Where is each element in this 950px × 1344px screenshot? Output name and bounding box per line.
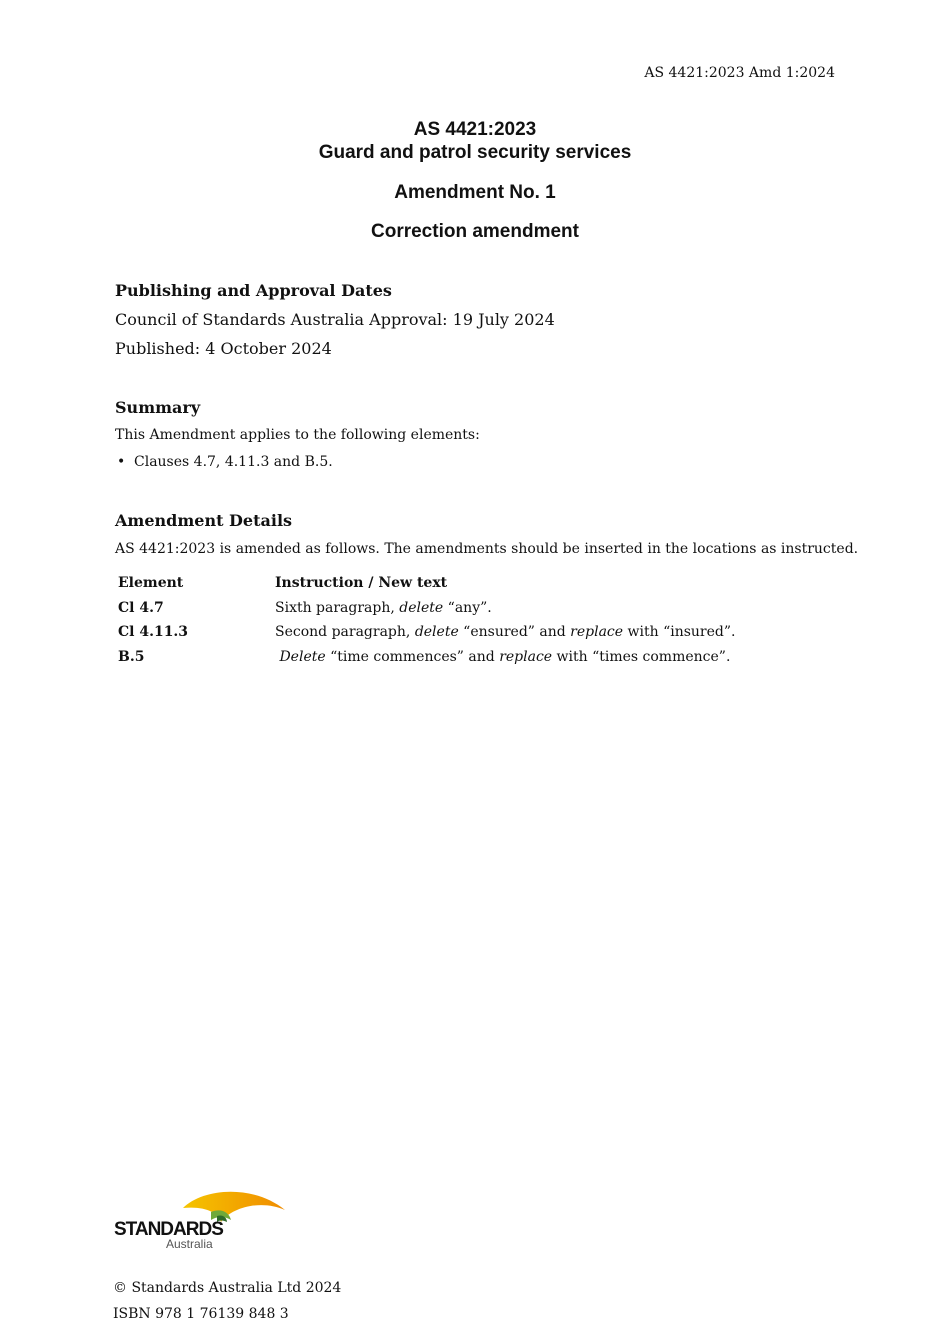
instruction-text: “any”. — [443, 599, 492, 616]
table-row — [115, 596, 738, 621]
instruction-keyword: replace — [570, 624, 624, 641]
instruction-text: with “times commence”. — [552, 648, 731, 665]
instruction-text: “time commences” and — [325, 648, 500, 665]
document-reference: AS 4421:2023 Amd 1:2024 — [644, 65, 835, 81]
title-block — [0, 118, 950, 243]
instruction-keyword: delete — [414, 624, 459, 641]
instruction-text: Sixth paragraph, — [275, 599, 400, 616]
instruction-text: with “insured”. — [623, 624, 736, 641]
standard-title: Guard and patrol security services — [318, 142, 632, 163]
logo-word: STANDARDS — [114, 1219, 223, 1240]
amendment-type: Correction amendment — [371, 221, 579, 242]
details-heading: Amendment Details — [115, 511, 293, 530]
table-header-row — [115, 571, 738, 596]
isbn: ISBN 978 1 76139 848 3 — [113, 1306, 289, 1322]
instruction-keyword: Delete — [279, 648, 326, 665]
published-date: Published: 4 October 2024 — [115, 339, 332, 358]
table-row — [115, 620, 738, 645]
row-element: Cl 4.7 — [118, 599, 164, 616]
instruction-keyword: delete — [399, 599, 444, 616]
summary-intro: This Amendment applies to the following elements: — [115, 427, 480, 443]
instruction-keyword: replace — [499, 648, 553, 665]
row-instruction — [272, 596, 738, 621]
row-instruction — [272, 620, 738, 645]
row-element: Cl 4.11.3 — [118, 624, 189, 641]
standard-number: AS 4421:2023 — [413, 119, 537, 140]
copyright: © Standards Australia Ltd 2024 — [113, 1280, 342, 1296]
approval-date: Council of Standards Australia Approval: 19 July 2024 — [115, 310, 555, 329]
bullet-text: Clauses 4.7, 4.11.3 and B.5. — [134, 454, 333, 470]
amendment-table — [115, 571, 738, 669]
column-header-instruction: Instruction / New text — [275, 575, 448, 592]
row-element: B.5 — [118, 648, 145, 665]
amendment-number: Amendment No. 1 — [394, 182, 556, 203]
standards-australia-logo — [113, 1186, 288, 1254]
column-header-element: Element — [118, 575, 184, 592]
instruction-text: “ensured” and — [458, 624, 571, 641]
table-row — [115, 645, 738, 670]
publishing-heading: Publishing and Approval Dates — [115, 281, 392, 300]
instruction-text: Second paragraph, — [275, 624, 415, 641]
summary-heading: Summary — [115, 398, 201, 417]
bullet-icon: • — [117, 454, 126, 470]
logo-sub: Australia — [166, 1237, 213, 1251]
summary-bullet — [117, 454, 333, 470]
row-instruction — [272, 645, 738, 670]
details-intro: AS 4421:2023 is amended as follows. The amendments should be inserted in the locations as instructed. — [115, 541, 859, 557]
